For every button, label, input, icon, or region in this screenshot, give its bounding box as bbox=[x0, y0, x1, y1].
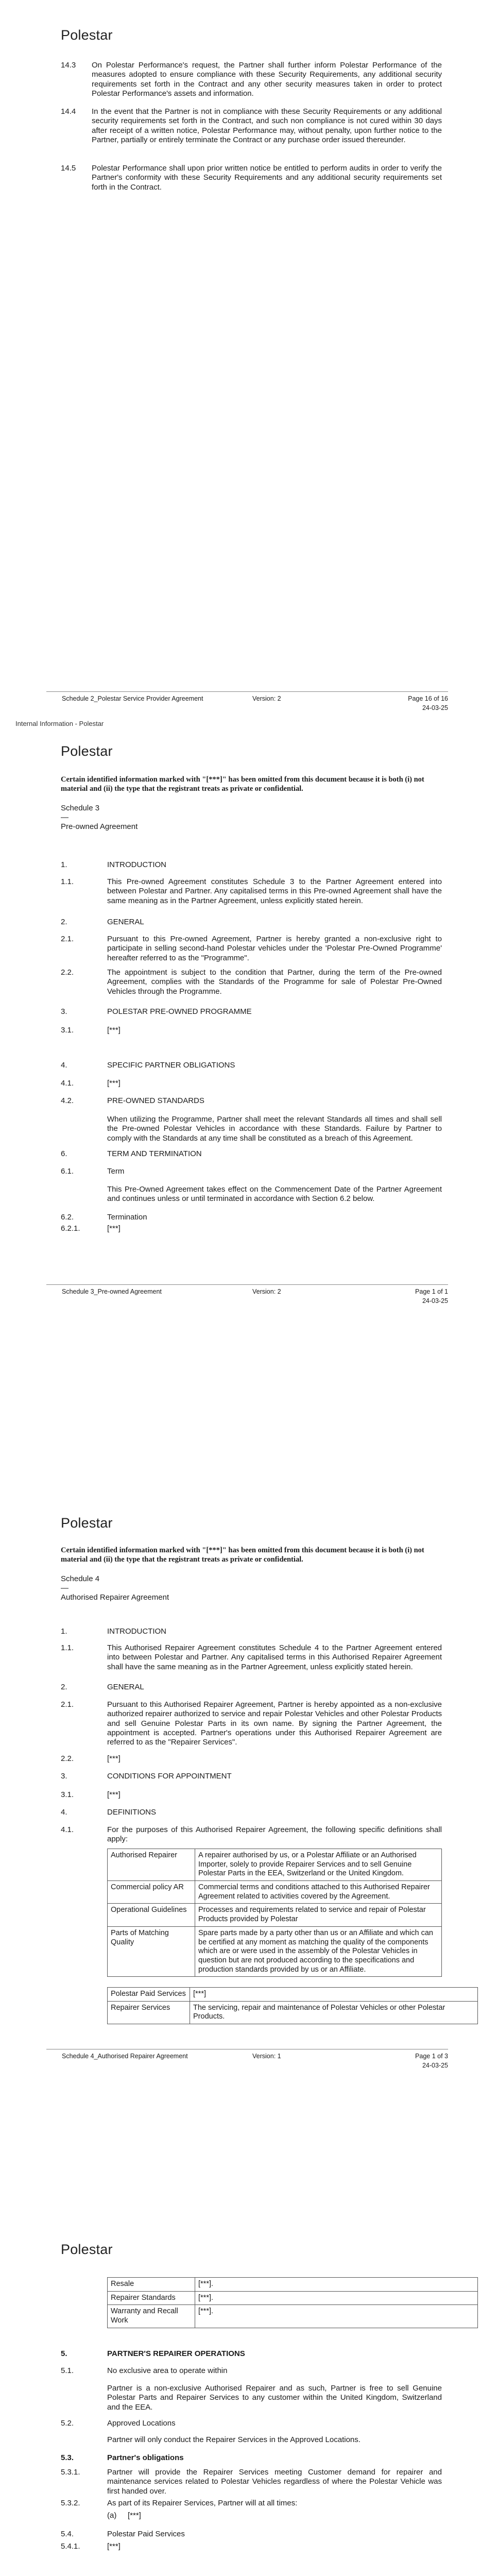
brand-logo-text: Polestar bbox=[61, 2242, 113, 2257]
footer-version: Version: 2 bbox=[252, 1288, 281, 1295]
subsection-heading: 6.2. Termination bbox=[61, 1213, 147, 1222]
page-4 bbox=[0, 2241, 497, 2576]
schedule-dash: — bbox=[61, 813, 68, 822]
schedule-number: Schedule 3 bbox=[61, 804, 100, 812]
page-footer bbox=[46, 1284, 448, 1305]
definition-text: Spare parts made by a party other than us or an Affiliate and which can be certified at any moment as matching the quality of the components which are or were used in the assembly of the Polestar Vehicles in question but are not produced according to the specifications and production standards provided by us or an Affiliate. bbox=[195, 1926, 442, 1976]
definition-term: Warranty and Recall Work bbox=[108, 2305, 195, 2328]
clause: 5.4.1. [***] bbox=[61, 2542, 121, 2551]
definition-text: [***]. bbox=[195, 2278, 478, 2292]
page-1 bbox=[0, 0, 497, 714]
definitions-table-continued bbox=[107, 2277, 478, 2328]
footer-document: Schedule 3_Pre-owned Agreement bbox=[62, 1288, 162, 1295]
clause-body: This Pre-Owned Agreement takes effect on the Commencement Date of the Partner Agreement and continues unless or until terminated in accordance with Section 6.2 below. bbox=[107, 1185, 442, 1204]
footer-date: 24-03-25 bbox=[422, 1297, 448, 1304]
definition-text: The servicing, repair and maintenance of Polestar Vehicles or other Polestar Products. bbox=[190, 2001, 478, 2024]
subsection-heading: 5.3. Partner's obligations bbox=[61, 2453, 184, 2462]
definition-term: Authorised Repairer bbox=[108, 1849, 195, 1881]
section-heading: 3. POLESTAR PRE-OWNED PROGRAMME bbox=[61, 1007, 252, 1016]
clause-text: In the event that the Partner is not in compliance with these Security Requirements or any additional security requirements set forth in the Contract, and such non compliance is not cured within 30 days after receipt of a written notice, Polestar Performance may, without penalty, upon further notice to the Partner, partially or entirely terminate the Contract or any purchase order issued thereunder. bbox=[92, 107, 442, 144]
definition-term: Polestar Paid Services bbox=[108, 1988, 190, 2002]
subsection-heading: 6.1. Term bbox=[61, 1167, 125, 1176]
definition-term: Operational Guidelines bbox=[108, 1904, 195, 1926]
subsection-heading: 5.2. Approved Locations bbox=[61, 2419, 176, 2428]
footer-page: Page 16 of 16 bbox=[408, 695, 448, 702]
agreement-title: Pre-owned Agreement bbox=[61, 822, 138, 831]
definition-term: Commercial policy AR bbox=[108, 1881, 195, 1904]
footer-page: Page 1 of 1 bbox=[415, 1288, 448, 1295]
table-row bbox=[108, 1988, 478, 2002]
clause-text: Polestar Performance shall upon prior written notice be entitled to perform audits in order to verify the Partner's conformity with these Security Requirements and any additional security requirements set forth in the Contract. bbox=[92, 164, 442, 192]
clause-number: 14.5 bbox=[61, 164, 76, 173]
definitions-table bbox=[107, 1849, 442, 1977]
table-row bbox=[108, 2278, 478, 2292]
list-item: (a) [***] bbox=[107, 2511, 141, 2520]
definitions-table-continued bbox=[107, 1987, 478, 2024]
definition-text: [***]. bbox=[195, 2291, 478, 2305]
page-3 bbox=[0, 1515, 497, 2236]
brand-logo-text: Polestar bbox=[61, 1515, 113, 1531]
redaction-notice: Certain identified information marked with "[***]" has been omitted from this document because it is both (i) not material and (ii) the type that the registrant treats as private or confidential. bbox=[61, 1546, 424, 1564]
definition-text: [***]. bbox=[195, 2305, 478, 2328]
schedule-dash: — bbox=[61, 1584, 68, 1592]
definition-text: [***] bbox=[190, 1988, 478, 2002]
definition-term: Parts of Matching Quality bbox=[108, 1926, 195, 1976]
clause-body: Partner will only conduct the Repairer Services in the Approved Locations. bbox=[107, 2435, 361, 2444]
clause: 2.1. Pursuant to this Pre-owned Agreement, Partner is hereby granted a non-exclusive right to participate in selling second-hand Polestar vehicles under the 'Polestar Pre-Owned Programme' hereafter referred to as the "Programme". bbox=[61, 935, 442, 962]
subsection-heading: 4.2. PRE-OWNED STANDARDS bbox=[61, 1096, 204, 1105]
table-row bbox=[108, 1849, 442, 1881]
table-row bbox=[108, 1881, 442, 1904]
clause: 3.1. [***] bbox=[61, 1026, 121, 1035]
clause: 1.1. This Authorised Repairer Agreement constitutes Schedule 4 to the Partner Agreement entered into between Polestar and Partner. Any capitalised terms in this Authorised Repairer Agreement shall have the same meaning as in the Partner Agreement, unless explicitly stated herein. bbox=[61, 1643, 442, 1671]
clause: 6.2.1. [***] bbox=[61, 1224, 121, 1233]
definition-text: A repairer authorised by us, or a Polestar Affiliate or an Authorised Importer, solely to provide Repairer Services and to sell Genuine Polestar Parts in the EEA, Switzerland or the United Kingdom. bbox=[195, 1849, 442, 1881]
clause: 2.2. The appointment is subject to the condition that Partner, during the term of the Pre-owned Agreement, complies with the Standards of the Programme for sale of Polestar Pre-Owned Vehicles through the Programme. bbox=[61, 968, 442, 996]
footer-document: Schedule 2_Polestar Service Provider Agreement bbox=[62, 695, 203, 702]
clause: 5.3.2. As part of its Repairer Services, Partner will at all times: bbox=[61, 2499, 298, 2507]
section-heading: 6. TERM AND TERMINATION bbox=[61, 1149, 202, 1158]
clause: 2.1. Pursuant to this Authorised Repairer Agreement, Partner is hereby appointed as a non-exclusive authorized repairer authorized to service and repair Polestar Vehicles and other Polestar Products and sell Genuine Polestar Parts in its own name. By signing the Partner Agreement, the appointment is accepted. Partner's operations under this Authorised Repairer Agreement are referred to as the "Repairer Services". bbox=[61, 1700, 442, 1747]
definition-term: Resale bbox=[108, 2278, 195, 2292]
clause: 1.1. This Pre-owned Agreement constitutes Schedule 3 to the Partner Agreement entered into between Polestar and Partner. Any capitalised terms in this Pre-owned Agreement shall have the same meaning as in the Partner Agreement, unless explicitly stated herein. bbox=[61, 877, 442, 905]
internal-information-label: Internal Information - Polestar bbox=[15, 720, 104, 727]
clause: 4.1. [***] bbox=[61, 1079, 121, 1088]
definition-term: Repairer Standards bbox=[108, 2291, 195, 2305]
table-row bbox=[108, 2305, 478, 2328]
table-row bbox=[108, 1904, 442, 1926]
section-heading: 5. PARTNER'S REPAIRER OPERATIONS bbox=[61, 2349, 245, 2358]
clause-14-3 bbox=[61, 61, 442, 98]
table-row bbox=[108, 2001, 478, 2024]
footer-version: Version: 2 bbox=[252, 695, 281, 702]
section-heading: 4. DEFINITIONS bbox=[61, 1808, 157, 1817]
definition-text: Commercial terms and conditions attached to this Authorised Repairer Agreement related to activities covered by the Agreement. bbox=[195, 1881, 442, 1904]
definition-term: Repairer Services bbox=[108, 2001, 190, 2024]
section-heading: 2. GENERAL bbox=[61, 1683, 144, 1691]
redaction-notice: Certain identified information marked with "[***]" has been omitted from this document because it is both (i) not material and (ii) the type that the registrant treats as private or confidential. bbox=[61, 775, 424, 793]
clause: 3.1. [***] bbox=[61, 1790, 121, 1799]
clause-number: 14.3 bbox=[61, 61, 76, 70]
subsection-heading: 5.1. No exclusive area to operate within bbox=[61, 2366, 228, 2375]
clause-14-4 bbox=[61, 107, 442, 145]
page-footer bbox=[46, 691, 448, 712]
table-row bbox=[108, 2291, 478, 2305]
section-heading: 3. CONDITIONS FOR APPOINTMENT bbox=[61, 1772, 232, 1781]
table-row bbox=[108, 1926, 442, 1976]
schedule-number: Schedule 4 bbox=[61, 1574, 100, 1583]
footer-page: Page 1 of 3 bbox=[415, 2053, 448, 2060]
section-heading: 2. GENERAL bbox=[61, 918, 144, 926]
section-heading: 1. INTRODUCTION bbox=[61, 1627, 166, 1636]
section-heading: 4. SPECIFIC PARTNER OBLIGATIONS bbox=[61, 1061, 235, 1070]
footer-date: 24-03-25 bbox=[422, 704, 448, 711]
footer-version: Version: 1 bbox=[252, 2053, 281, 2060]
brand-logo-text: Polestar bbox=[61, 27, 113, 43]
brand-logo-text: Polestar bbox=[61, 743, 113, 759]
page-2 bbox=[0, 732, 497, 1445]
subsection-heading: 5.4. Polestar Paid Services bbox=[61, 2530, 185, 2538]
clause-body: Partner is a non-exclusive Authorised Repairer and as such, Partner is free to sell Genuine Polestar Parts and Repairer Services to any customer within the United Kingdom, Switzerland and the EEA. bbox=[107, 2384, 442, 2412]
clause-body: When utilizing the Programme, Partner shall meet the relevant Standards all times and shall sell the Pre-owned Polestar Vehicles in accordance with these Standards. Failure by Partner to comply with the Standards at any time shall be constituted as a breach of this Agreement. bbox=[107, 1115, 442, 1143]
clause-number: 14.4 bbox=[61, 107, 76, 116]
clause: 2.2. [***] bbox=[61, 1754, 121, 1763]
footer-document: Schedule 4_Authorised Repairer Agreement bbox=[62, 2053, 188, 2060]
clause-14-5 bbox=[61, 164, 442, 192]
definition-text: Processes and requirements related to service and repair of Polestar Products provided by Polestar bbox=[195, 1904, 442, 1926]
clause: 5.3.1. Partner will provide the Repairer Services meeting Customer demand for repairer and maintenance services related to Polestar Vehicles regardless of where the Polestar Vehicle was first handed over. bbox=[61, 2468, 442, 2496]
section-heading: 1. INTRODUCTION bbox=[61, 860, 166, 869]
clause-text: On Polestar Performance's request, the Partner shall further inform Polestar Performance of the measures adopted to ensure compliance with these Security Requirements, any additional security requirements set forth in the Contract and any other security measures taken in order to protect Polestar Performance's assets and information. bbox=[92, 61, 442, 98]
page-footer bbox=[46, 2049, 448, 2070]
agreement-title: Authorised Repairer Agreement bbox=[61, 1593, 169, 1602]
clause: 4.1. For the purposes of this Authorised Repairer Agreement, the following specific definitions shall apply: bbox=[61, 1825, 442, 1844]
footer-date: 24-03-25 bbox=[422, 2062, 448, 2069]
